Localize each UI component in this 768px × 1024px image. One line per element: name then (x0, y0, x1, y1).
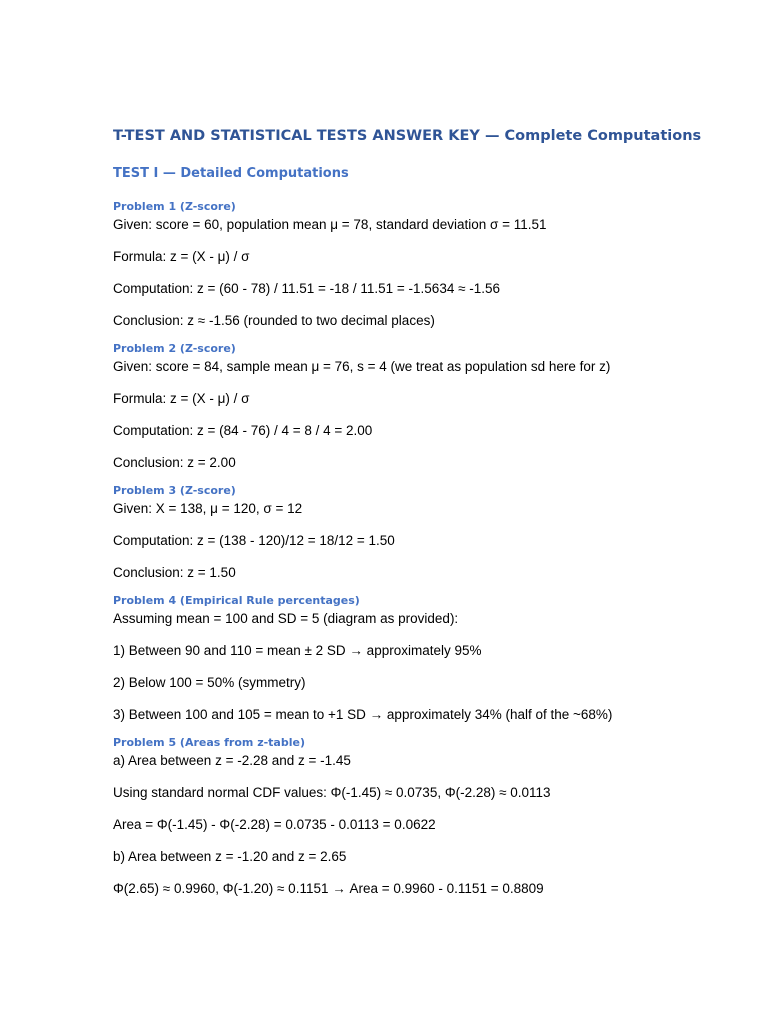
problem-line: b) Area between z = -1.20 and z = 2.65 (113, 849, 347, 864)
problem-heading: Problem 1 (Z-score) (113, 200, 236, 213)
problem-line: Formula: z = (X - μ) / σ (113, 391, 250, 406)
problem-line: Conclusion: z ≈ -1.56 (rounded to two decimal places) (113, 313, 435, 328)
problem-line: Using standard normal CDF values: Φ(-1.45) ≈ 0.0735, Φ(-2.28) ≈ 0.0113 (113, 785, 551, 800)
problem-line: Conclusion: z = 1.50 (113, 565, 236, 580)
section-heading: TEST I — Detailed Computations (113, 166, 349, 181)
problem-line: Computation: z = (60 - 78) / 11.51 = -18 / 11.51 = -1.5634 ≈ -1.56 (113, 281, 501, 296)
problem-line: 1) Between 90 and 110 = mean ± 2 SD → approximately 95% (113, 643, 482, 658)
problem-heading: Problem 4 (Empirical Rule percentages) (113, 594, 360, 607)
problem-line: 3) Between 100 and 105 = mean to +1 SD → approximately 34% (half of the ~68%) (113, 707, 613, 722)
problem-heading: Problem 5 (Areas from z-table) (113, 736, 305, 749)
problem-line: 2) Below 100 = 50% (symmetry) (113, 675, 306, 690)
problem-line: a) Area between z = -2.28 and z = -1.45 (113, 753, 351, 768)
problem-line: Assuming mean = 100 and SD = 5 (diagram as provided): (113, 611, 459, 626)
problem-4 (113, 592, 733, 724)
problem-1 (113, 198, 733, 330)
problem-5 (113, 734, 733, 898)
problem-line: Computation: z = (138 - 120)/12 = 18/12 = 1.50 (113, 533, 395, 548)
problem-heading: Problem 3 (Z-score) (113, 484, 236, 497)
problem-line: Area = Φ(-1.45) - Φ(-2.28) = 0.0735 - 0.0113 = 0.0622 (113, 817, 436, 832)
problem-3 (113, 482, 733, 582)
problem-line: Computation: z = (84 - 76) / 4 = 8 / 4 = 2.00 (113, 423, 373, 438)
document-page (113, 124, 733, 898)
problem-line: Φ(2.65) ≈ 0.9960, Φ(-1.20) ≈ 0.1151 → Area = 0.9960 - 0.1151 = 0.8809 (113, 881, 544, 896)
problem-heading: Problem 2 (Z-score) (113, 342, 236, 355)
problem-line: Conclusion: z = 2.00 (113, 455, 236, 470)
problem-line: Given: X = 138, μ = 120, σ = 12 (113, 501, 303, 516)
document-title: T-TEST AND STATISTICAL TESTS ANSWER KEY — Complete Computations (113, 128, 702, 144)
problems-list (113, 198, 733, 898)
problem-line: Formula: z = (X - μ) / σ (113, 249, 250, 264)
problem-2 (113, 340, 733, 472)
problem-line: Given: score = 84, sample mean μ = 76, s = 4 (we treat as population sd here for z) (113, 359, 611, 374)
problem-line: Given: score = 60, population mean μ = 78, standard deviation σ = 11.51 (113, 217, 547, 232)
